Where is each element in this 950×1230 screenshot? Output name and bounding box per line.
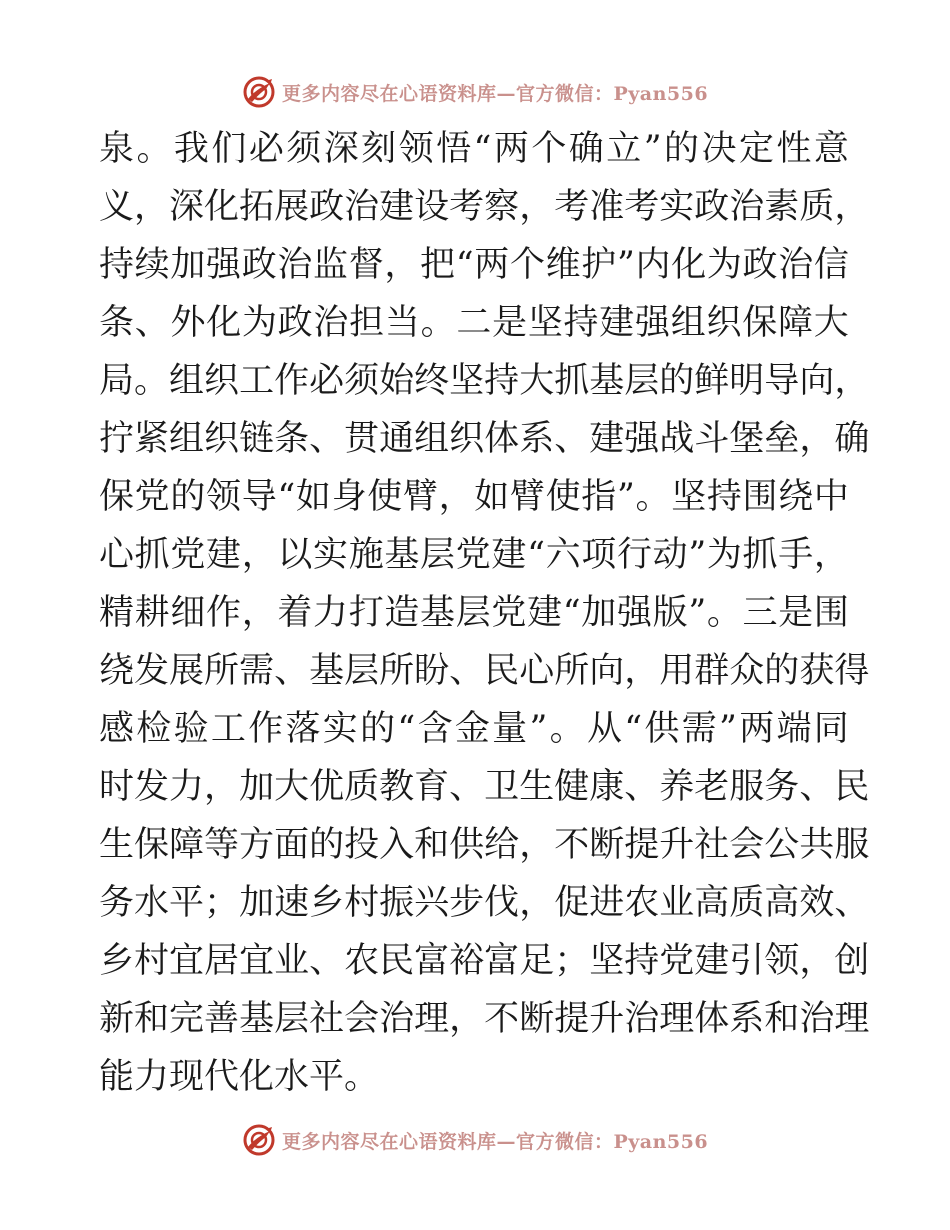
paragraph-line: 拧 紧 组 织 链 条 、 贯 通 组 织 体 系 、 建 强 战 斗 堡 垒 ， 确: [99, 419, 870, 459]
paragraph-line: 义 ， 深 化 拓 展 政 治 建 设 考 察 ， 考 准 考 实 政 治 素 质 ，: [99, 187, 870, 227]
paragraph-line: 新 和 完 善 基 层 社 会 治 理 ， 不 断 提 升 治 理 体 系 和 治 理: [99, 999, 870, 1039]
paragraph-line: 乡 村 宜 居 宜 业 、 农 民 富 裕 富 足 ； 坚 持 党 建 引 领 ， 创: [99, 941, 870, 981]
paragraph-line: 条 、 外 化 为 政 治 担 当 。 二 是 坚 持 建 强 组 织 保 障 大: [99, 303, 849, 343]
brand-logo-icon: [242, 1123, 276, 1157]
paragraph-line: 精 耕 细 作 ， 着 力 打 造 基 层 党 建 “ 加 强 版 ” 。 三 是 围: [99, 593, 849, 633]
paragraph-line: 生 保 障 等 方 面 的 投 入 和 供 给 ， 不 断 提 升 社 会 公 共 服: [99, 825, 870, 865]
footer-banner: [0, 1120, 950, 1160]
paragraph-line: 时 发 力 ， 加 大 优 质 教 育 、 卫 生 健 康 、 养 老 服 务 、 民: [99, 767, 870, 807]
paragraph-line: 务 水 平 ； 加 速 乡 村 振 兴 步 伐 ， 促 进 农 业 高 质 高 效 、: [99, 883, 870, 923]
document-body: [99, 120, 870, 1106]
banner-text: 更多内容尽在心语资料库—官方微信：Pyan556: [281, 1130, 709, 1153]
paragraph-line: 感 检 验 工 作 落 实 的 “ 含 金 量 ” 。 从 “ 供 需 ” 两 端 同: [99, 709, 849, 749]
paragraph-line: 泉 。 我 们 必 须 深 刻 领 悟 “ 两 个 确 立 ” 的 决 定 性 意: [99, 129, 849, 169]
paragraph-line: 持 续 加 强 政 治 监 督 ， 把 “ 两 个 维 护 ” 内 化 为 政 治 信: [99, 245, 849, 285]
paragraph-line: 能力现代化水平。: [99, 1057, 380, 1097]
paragraph-line: 局 。 组 织 工 作 必 须 始 终 坚 持 大 抓 基 层 的 鲜 明 导 向 ，: [99, 361, 870, 401]
paragraph-line: 绕 发 展 所 需 、 基 层 所 盼 、 民 心 所 向 ， 用 群 众 的 获 得: [99, 651, 870, 691]
paragraph-line: 保 党 的 领 导 “ 如 身 使 臂 ， 如 臂 使 指 ” 。 坚 持 围 绕 中: [99, 477, 849, 517]
paragraph-line: 心 抓 党 建 ， 以 实 施 基 层 党 建 “ 六 项 行 动 ” 为 抓 手 ，: [99, 535, 849, 575]
brand-logo-icon: [242, 75, 276, 109]
header-banner: [0, 72, 950, 112]
banner-text: 更多内容尽在心语资料库—官方微信：Pyan556: [281, 82, 709, 105]
